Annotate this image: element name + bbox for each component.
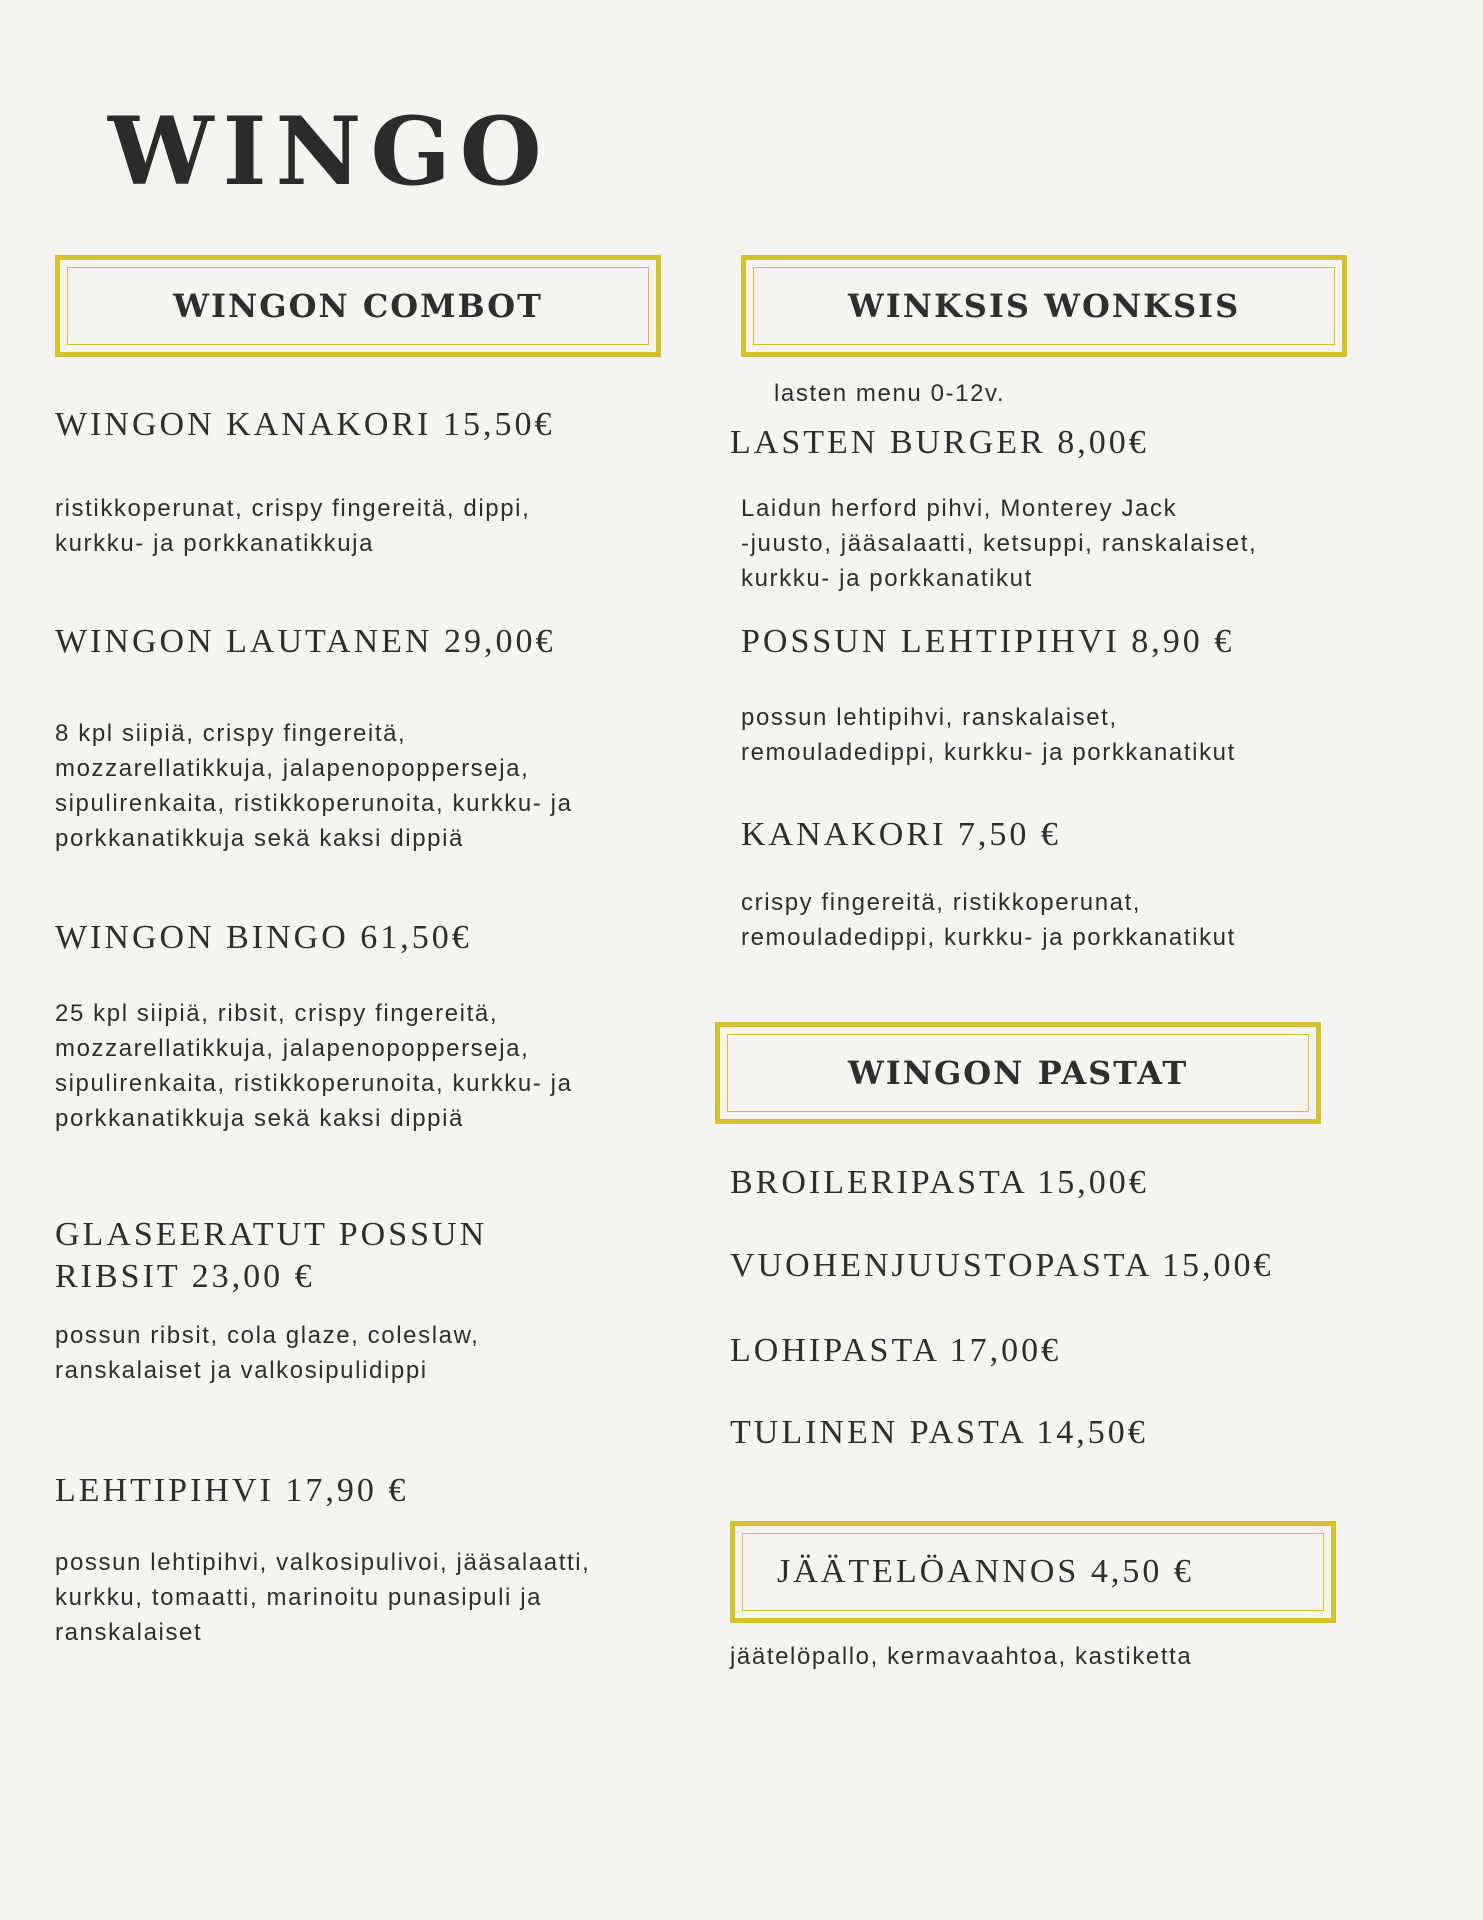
section-header-jaatelo bbox=[730, 1521, 1336, 1623]
section-header-winksis bbox=[741, 255, 1347, 357]
menu-item-title-tulinen-pasta: TULINEN PASTA 14,50€ bbox=[730, 1414, 1148, 1451]
menu-item-title-lehtipihvi: LEHTIPIHVI 17,90 € bbox=[55, 1472, 409, 1509]
section-title-pastat: WINGON PASTAT bbox=[847, 1054, 1189, 1092]
section-header-combot bbox=[55, 255, 661, 357]
menu-item-title-lasten-burger: LASTEN BURGER 8,00€ bbox=[730, 424, 1149, 461]
menu-item-desc-lehtipihvi: possun lehtipihvi, valkosipulivoi, jääsalaatti, kurkku, tomaatti, marinoitu punasipuli ja ranskalaiset bbox=[55, 1549, 591, 1646]
menu-item-title-lohipasta: LOHIPASTA 17,00€ bbox=[730, 1332, 1062, 1369]
menu-item-title-kanakori: WINGON KANAKORI 15,50€ bbox=[55, 406, 555, 443]
section-title-winksis: WINKSIS WONKSIS bbox=[847, 287, 1241, 325]
menu-item-desc-ribsit: possun ribsit, cola glaze, coleslaw, ranskalaiset ja valkosipulidippi bbox=[55, 1322, 480, 1384]
menu-item-title-kids-kanakori: KANAKORI 7,50 € bbox=[741, 816, 1061, 853]
menu-item-title-vuohenjuustopasta: VUOHENJUUSTOPASTA 15,00€ bbox=[730, 1247, 1274, 1284]
menu-item-desc-kanakori: ristikkoperunat, crispy fingereitä, dippi, kurkku- ja porkkanatikkuja bbox=[55, 495, 531, 557]
menu-item-title-ribsit-line1: GLASEERATUT POSSUN bbox=[55, 1216, 488, 1253]
menu-item-title-bingo: WINGON BINGO 61,50€ bbox=[55, 919, 472, 956]
menu-item-desc-lasten-burger: Laidun herford pihvi, Monterey Jack -juusto, jääsalaatti, ketsuppi, ranskalaiset, kurkku- ja porkkanatikut bbox=[741, 495, 1258, 592]
section-subtitle-kids-menu: lasten menu 0-12v. bbox=[774, 380, 1006, 407]
menu-item-title-possun-lehtipihvi: POSSUN LEHTIPIHVI 8,90 € bbox=[741, 623, 1235, 660]
menu-item-desc-lautanen: 8 kpl siipiä, crispy fingereitä, mozzarellatikkuja, jalapenopopperseja, sipulirenkaita, ristikkoperunoita, kurkku- ja porkkanatikkuja sekä kaksi dippiä bbox=[55, 720, 573, 852]
brand-logo: WINGO bbox=[108, 97, 551, 207]
menu-item-desc-jaatelo: jäätelöpallo, kermavaahtoa, kastiketta bbox=[730, 1643, 1193, 1670]
section-title-jaatelo: JÄÄTELÖANNOS 4,50 € bbox=[777, 1553, 1194, 1590]
menu-item-desc-possun-lehtipihvi: possun lehtipihvi, ranskalaiset, remouladedippi, kurkku- ja porkkanatikut bbox=[741, 704, 1236, 766]
menu-item-desc-bingo: 25 kpl siipiä, ribsit, crispy fingereitä, mozzarellatikkuja, jalapenopopperseja, sipulirenkaita, ristikkoperunoita, kurkku- ja porkkanatikkuja sekä kaksi dippiä bbox=[55, 1000, 573, 1132]
menu-item-title-ribsit-line2: RIBSIT 23,00 € bbox=[55, 1258, 315, 1295]
menu-item-title-lautanen: WINGON LAUTANEN 29,00€ bbox=[55, 623, 556, 660]
section-header-pastat bbox=[715, 1022, 1321, 1124]
menu-item-desc-kids-kanakori: crispy fingereitä, ristikkoperunat, remouladedippi, kurkku- ja porkkanatikut bbox=[741, 889, 1236, 951]
menu-item-title-broileripasta: BROILERIPASTA 15,00€ bbox=[730, 1164, 1149, 1201]
section-title-combot: WINGON COMBOT bbox=[173, 287, 543, 325]
